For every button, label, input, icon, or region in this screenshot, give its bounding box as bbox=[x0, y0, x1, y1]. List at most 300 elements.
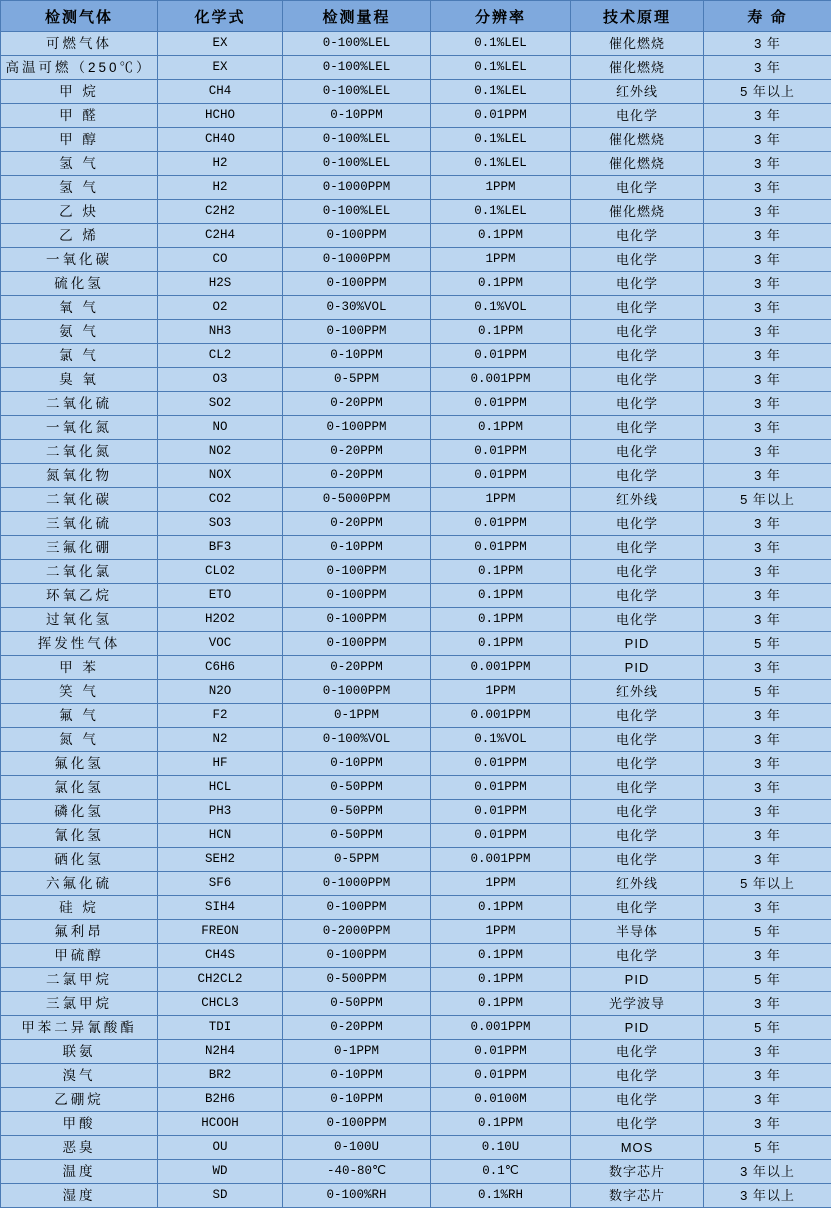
cell-gas: 三氯甲烷 bbox=[1, 992, 158, 1016]
cell-formula: HCL bbox=[158, 776, 283, 800]
cell-resolution: 0.01PPM bbox=[431, 440, 571, 464]
cell-gas: 二氧化氮 bbox=[1, 440, 158, 464]
cell-lifespan: 3 年 bbox=[704, 848, 831, 872]
cell-lifespan: 3 年 bbox=[704, 248, 831, 272]
cell-lifespan: 3 年 bbox=[704, 728, 831, 752]
cell-range: 0-100U bbox=[283, 1136, 431, 1160]
cell-range: 0-500PPM bbox=[283, 968, 431, 992]
cell-resolution: 1PPM bbox=[431, 680, 571, 704]
cell-range: 0-100%VOL bbox=[283, 728, 431, 752]
table-row bbox=[1, 800, 831, 824]
cell-formula: CH2CL2 bbox=[158, 968, 283, 992]
cell-lifespan: 5 年以上 bbox=[704, 872, 831, 896]
cell-lifespan: 3 年 bbox=[704, 440, 831, 464]
cell-gas: 乙 炔 bbox=[1, 200, 158, 224]
cell-lifespan: 3 年 bbox=[704, 56, 831, 80]
cell-gas: 二氧化硫 bbox=[1, 392, 158, 416]
cell-resolution: 1PPM bbox=[431, 920, 571, 944]
cell-resolution: 0.1%LEL bbox=[431, 152, 571, 176]
cell-lifespan: 3 年 bbox=[704, 272, 831, 296]
cell-gas: 一氧化氮 bbox=[1, 416, 158, 440]
cell-formula: ETO bbox=[158, 584, 283, 608]
cell-formula: NH3 bbox=[158, 320, 283, 344]
cell-gas: 甲硫醇 bbox=[1, 944, 158, 968]
cell-technology: 电化学 bbox=[571, 248, 704, 272]
cell-resolution: 0.1PPM bbox=[431, 1112, 571, 1136]
cell-formula: CO bbox=[158, 248, 283, 272]
cell-lifespan: 5 年 bbox=[704, 632, 831, 656]
table-row bbox=[1, 824, 831, 848]
cell-gas: 过氧化氢 bbox=[1, 608, 158, 632]
cell-technology: 电化学 bbox=[571, 752, 704, 776]
cell-resolution: 0.1PPM bbox=[431, 632, 571, 656]
cell-resolution: 0.01PPM bbox=[431, 824, 571, 848]
cell-range: 0-50PPM bbox=[283, 776, 431, 800]
cell-gas: 可燃气体 bbox=[1, 32, 158, 56]
cell-range: 0-100%LEL bbox=[283, 152, 431, 176]
cell-range: 0-5000PPM bbox=[283, 488, 431, 512]
cell-lifespan: 3 年 bbox=[704, 776, 831, 800]
cell-formula: TDI bbox=[158, 1016, 283, 1040]
cell-technology: PID bbox=[571, 1016, 704, 1040]
table-row bbox=[1, 896, 831, 920]
cell-gas: 甲 烷 bbox=[1, 80, 158, 104]
cell-lifespan: 3 年 bbox=[704, 464, 831, 488]
cell-resolution: 0.01PPM bbox=[431, 776, 571, 800]
cell-gas: 甲酸 bbox=[1, 1112, 158, 1136]
cell-lifespan: 3 年 bbox=[704, 656, 831, 680]
cell-technology: 电化学 bbox=[571, 1088, 704, 1112]
cell-range: 0-1PPM bbox=[283, 1040, 431, 1064]
cell-lifespan: 3 年 bbox=[704, 152, 831, 176]
cell-gas: 二氧化氯 bbox=[1, 560, 158, 584]
cell-formula: PH3 bbox=[158, 800, 283, 824]
cell-technology: 电化学 bbox=[571, 1040, 704, 1064]
cell-formula: WD bbox=[158, 1160, 283, 1184]
cell-lifespan: 3 年 bbox=[704, 176, 831, 200]
cell-lifespan: 3 年 bbox=[704, 104, 831, 128]
cell-resolution: 0.001PPM bbox=[431, 368, 571, 392]
cell-technology: 电化学 bbox=[571, 440, 704, 464]
cell-technology: MOS bbox=[571, 1136, 704, 1160]
cell-gas: 笑 气 bbox=[1, 680, 158, 704]
cell-lifespan: 3 年 bbox=[704, 200, 831, 224]
cell-formula: CLO2 bbox=[158, 560, 283, 584]
cell-resolution: 0.01PPM bbox=[431, 464, 571, 488]
cell-formula: O3 bbox=[158, 368, 283, 392]
cell-resolution: 0.1PPM bbox=[431, 608, 571, 632]
cell-technology: 电化学 bbox=[571, 368, 704, 392]
cell-resolution: 0.01PPM bbox=[431, 1064, 571, 1088]
cell-gas: 臭 氧 bbox=[1, 368, 158, 392]
cell-gas: 磷化氢 bbox=[1, 800, 158, 824]
cell-lifespan: 3 年 bbox=[704, 1040, 831, 1064]
cell-technology: 电化学 bbox=[571, 296, 704, 320]
cell-technology: 电化学 bbox=[571, 848, 704, 872]
cell-formula: BR2 bbox=[158, 1064, 283, 1088]
cell-resolution: 0.1PPM bbox=[431, 968, 571, 992]
cell-formula: HCHO bbox=[158, 104, 283, 128]
cell-range: 0-1000PPM bbox=[283, 176, 431, 200]
table-row bbox=[1, 416, 831, 440]
cell-technology: 电化学 bbox=[571, 416, 704, 440]
cell-formula: C6H6 bbox=[158, 656, 283, 680]
table-row bbox=[1, 1184, 831, 1208]
cell-gas: 氯化氢 bbox=[1, 776, 158, 800]
table-row bbox=[1, 848, 831, 872]
cell-technology: PID bbox=[571, 632, 704, 656]
cell-gas: 硫化氢 bbox=[1, 272, 158, 296]
cell-technology: 数字芯片 bbox=[571, 1184, 704, 1208]
cell-resolution: 0.1%LEL bbox=[431, 200, 571, 224]
cell-lifespan: 3 年 bbox=[704, 992, 831, 1016]
cell-formula: SD bbox=[158, 1184, 283, 1208]
cell-lifespan: 3 年 bbox=[704, 944, 831, 968]
cell-formula: SEH2 bbox=[158, 848, 283, 872]
table-row bbox=[1, 1064, 831, 1088]
cell-technology: PID bbox=[571, 968, 704, 992]
table-row bbox=[1, 536, 831, 560]
cell-technology: 催化燃烧 bbox=[571, 200, 704, 224]
cell-lifespan: 3 年 bbox=[704, 128, 831, 152]
cell-lifespan: 5 年 bbox=[704, 1136, 831, 1160]
table-row bbox=[1, 392, 831, 416]
cell-lifespan: 3 年 bbox=[704, 344, 831, 368]
cell-resolution: 0.1PPM bbox=[431, 416, 571, 440]
cell-gas: 硒化氢 bbox=[1, 848, 158, 872]
table-row bbox=[1, 296, 831, 320]
table-row bbox=[1, 368, 831, 392]
cell-gas: 氟 气 bbox=[1, 704, 158, 728]
cell-resolution: 0.1PPM bbox=[431, 224, 571, 248]
cell-resolution: 0.1℃ bbox=[431, 1160, 571, 1184]
cell-gas: 甲 醛 bbox=[1, 104, 158, 128]
cell-resolution: 0.1%LEL bbox=[431, 32, 571, 56]
cell-lifespan: 3 年 bbox=[704, 584, 831, 608]
cell-range: 0-10PPM bbox=[283, 344, 431, 368]
cell-lifespan: 5 年 bbox=[704, 1016, 831, 1040]
table-body bbox=[1, 32, 831, 1208]
table-row bbox=[1, 920, 831, 944]
cell-range: 0-100PPM bbox=[283, 416, 431, 440]
cell-gas: 氟化氢 bbox=[1, 752, 158, 776]
header-row bbox=[1, 1, 831, 32]
table-row bbox=[1, 560, 831, 584]
cell-lifespan: 5 年以上 bbox=[704, 488, 831, 512]
cell-range: -40-80℃ bbox=[283, 1160, 431, 1184]
cell-technology: 电化学 bbox=[571, 800, 704, 824]
cell-technology: 催化燃烧 bbox=[571, 56, 704, 80]
cell-range: 0-100PPM bbox=[283, 608, 431, 632]
cell-formula: H2 bbox=[158, 176, 283, 200]
cell-formula: H2S bbox=[158, 272, 283, 296]
cell-range: 0-10PPM bbox=[283, 1064, 431, 1088]
cell-range: 0-20PPM bbox=[283, 656, 431, 680]
table-row bbox=[1, 272, 831, 296]
table-row bbox=[1, 200, 831, 224]
cell-resolution: 0.1%LEL bbox=[431, 80, 571, 104]
cell-technology: 电化学 bbox=[571, 344, 704, 368]
column-header-formula: 化学式 bbox=[158, 1, 283, 32]
cell-gas: 一氧化碳 bbox=[1, 248, 158, 272]
column-header-gas: 检测气体 bbox=[1, 1, 158, 32]
cell-gas: 甲 苯 bbox=[1, 656, 158, 680]
cell-formula: CH4 bbox=[158, 80, 283, 104]
table-row bbox=[1, 56, 831, 80]
cell-range: 0-100PPM bbox=[283, 944, 431, 968]
cell-formula: HCN bbox=[158, 824, 283, 848]
table-row bbox=[1, 128, 831, 152]
cell-gas: 六氟化硫 bbox=[1, 872, 158, 896]
cell-resolution: 1PPM bbox=[431, 176, 571, 200]
cell-lifespan: 3 年 bbox=[704, 296, 831, 320]
cell-technology: 半导体 bbox=[571, 920, 704, 944]
cell-technology: 催化燃烧 bbox=[571, 152, 704, 176]
cell-formula: VOC bbox=[158, 632, 283, 656]
cell-lifespan: 3 年 bbox=[704, 512, 831, 536]
cell-resolution: 1PPM bbox=[431, 488, 571, 512]
table-row bbox=[1, 152, 831, 176]
cell-lifespan: 3 年 bbox=[704, 824, 831, 848]
cell-technology: 电化学 bbox=[571, 272, 704, 296]
cell-lifespan: 3 年 bbox=[704, 608, 831, 632]
cell-resolution: 0.1PPM bbox=[431, 560, 571, 584]
cell-technology: 电化学 bbox=[571, 176, 704, 200]
cell-gas: 二氧化碳 bbox=[1, 488, 158, 512]
cell-technology: 电化学 bbox=[571, 1112, 704, 1136]
cell-formula: CHCL3 bbox=[158, 992, 283, 1016]
table-row bbox=[1, 1160, 831, 1184]
cell-formula: OU bbox=[158, 1136, 283, 1160]
cell-range: 0-1000PPM bbox=[283, 248, 431, 272]
cell-resolution: 0.1PPM bbox=[431, 944, 571, 968]
table-row bbox=[1, 584, 831, 608]
cell-formula: H2 bbox=[158, 152, 283, 176]
cell-resolution: 0.01PPM bbox=[431, 1040, 571, 1064]
cell-gas: 环氧乙烷 bbox=[1, 584, 158, 608]
cell-resolution: 0.001PPM bbox=[431, 848, 571, 872]
cell-lifespan: 3 年以上 bbox=[704, 1184, 831, 1208]
cell-range: 0-30%VOL bbox=[283, 296, 431, 320]
table-row bbox=[1, 80, 831, 104]
table-row bbox=[1, 992, 831, 1016]
cell-gas: 联氨 bbox=[1, 1040, 158, 1064]
cell-gas: 三氟化硼 bbox=[1, 536, 158, 560]
cell-range: 0-5PPM bbox=[283, 368, 431, 392]
cell-resolution: 0.01PPM bbox=[431, 536, 571, 560]
cell-range: 0-100PPM bbox=[283, 632, 431, 656]
cell-lifespan: 3 年 bbox=[704, 320, 831, 344]
cell-range: 0-20PPM bbox=[283, 464, 431, 488]
cell-technology: 电化学 bbox=[571, 320, 704, 344]
cell-gas: 氟利昂 bbox=[1, 920, 158, 944]
cell-resolution: 0.1%LEL bbox=[431, 56, 571, 80]
cell-gas: 氢 气 bbox=[1, 152, 158, 176]
cell-resolution: 0.1PPM bbox=[431, 272, 571, 296]
cell-resolution: 0.1PPM bbox=[431, 584, 571, 608]
cell-gas: 三氧化硫 bbox=[1, 512, 158, 536]
cell-technology: 数字芯片 bbox=[571, 1160, 704, 1184]
table-row bbox=[1, 440, 831, 464]
cell-resolution: 0.10U bbox=[431, 1136, 571, 1160]
table-row bbox=[1, 344, 831, 368]
table-row bbox=[1, 632, 831, 656]
table-row bbox=[1, 224, 831, 248]
table-row bbox=[1, 944, 831, 968]
cell-gas: 甲苯二异氰酸酯 bbox=[1, 1016, 158, 1040]
cell-formula: NO2 bbox=[158, 440, 283, 464]
cell-gas: 氧 气 bbox=[1, 296, 158, 320]
cell-technology: 红外线 bbox=[571, 680, 704, 704]
cell-resolution: 1PPM bbox=[431, 872, 571, 896]
cell-range: 0-100%RH bbox=[283, 1184, 431, 1208]
cell-technology: 红外线 bbox=[571, 872, 704, 896]
cell-range: 0-1PPM bbox=[283, 704, 431, 728]
cell-technology: 电化学 bbox=[571, 704, 704, 728]
table-row bbox=[1, 1136, 831, 1160]
cell-range: 0-100PPM bbox=[283, 584, 431, 608]
cell-gas: 氮 气 bbox=[1, 728, 158, 752]
table-row bbox=[1, 1016, 831, 1040]
cell-resolution: 0.1%RH bbox=[431, 1184, 571, 1208]
cell-formula: SF6 bbox=[158, 872, 283, 896]
cell-range: 0-50PPM bbox=[283, 992, 431, 1016]
table-row bbox=[1, 512, 831, 536]
cell-lifespan: 5 年 bbox=[704, 968, 831, 992]
table-row bbox=[1, 32, 831, 56]
cell-range: 0-50PPM bbox=[283, 824, 431, 848]
column-header-resolution: 分辨率 bbox=[431, 1, 571, 32]
cell-range: 0-100PPM bbox=[283, 896, 431, 920]
cell-formula: F2 bbox=[158, 704, 283, 728]
table-row bbox=[1, 752, 831, 776]
cell-resolution: 0.001PPM bbox=[431, 704, 571, 728]
cell-resolution: 0.001PPM bbox=[431, 1016, 571, 1040]
cell-lifespan: 3 年 bbox=[704, 1112, 831, 1136]
cell-formula: H2O2 bbox=[158, 608, 283, 632]
cell-technology: 光学波导 bbox=[571, 992, 704, 1016]
cell-range: 0-100%LEL bbox=[283, 80, 431, 104]
table-row bbox=[1, 656, 831, 680]
cell-gas: 乙硼烷 bbox=[1, 1088, 158, 1112]
cell-formula: HF bbox=[158, 752, 283, 776]
cell-formula: C2H2 bbox=[158, 200, 283, 224]
cell-range: 0-1000PPM bbox=[283, 872, 431, 896]
cell-formula: SIH4 bbox=[158, 896, 283, 920]
table-row bbox=[1, 488, 831, 512]
cell-formula: CH4S bbox=[158, 944, 283, 968]
cell-lifespan: 3 年 bbox=[704, 560, 831, 584]
table-row bbox=[1, 320, 831, 344]
cell-technology: 红外线 bbox=[571, 80, 704, 104]
cell-formula: C2H4 bbox=[158, 224, 283, 248]
cell-range: 0-100PPM bbox=[283, 1112, 431, 1136]
table-row bbox=[1, 872, 831, 896]
cell-technology: 电化学 bbox=[571, 560, 704, 584]
table-row bbox=[1, 728, 831, 752]
cell-lifespan: 3 年 bbox=[704, 224, 831, 248]
cell-gas: 挥发性气体 bbox=[1, 632, 158, 656]
cell-resolution: 0.01PPM bbox=[431, 752, 571, 776]
cell-technology: 电化学 bbox=[571, 224, 704, 248]
cell-resolution: 0.01PPM bbox=[431, 392, 571, 416]
cell-range: 0-20PPM bbox=[283, 1016, 431, 1040]
cell-resolution: 0.01PPM bbox=[431, 344, 571, 368]
table-header bbox=[1, 1, 831, 32]
cell-range: 0-1000PPM bbox=[283, 680, 431, 704]
cell-gas: 甲 醇 bbox=[1, 128, 158, 152]
cell-formula: CH4O bbox=[158, 128, 283, 152]
cell-range: 0-10PPM bbox=[283, 104, 431, 128]
cell-technology: 电化学 bbox=[571, 392, 704, 416]
cell-lifespan: 3 年以上 bbox=[704, 1160, 831, 1184]
table-row bbox=[1, 608, 831, 632]
cell-range: 0-100PPM bbox=[283, 224, 431, 248]
cell-range: 0-10PPM bbox=[283, 1088, 431, 1112]
cell-technology: 电化学 bbox=[571, 536, 704, 560]
cell-lifespan: 3 年 bbox=[704, 416, 831, 440]
cell-lifespan: 5 年以上 bbox=[704, 80, 831, 104]
cell-resolution: 0.1%VOL bbox=[431, 296, 571, 320]
cell-range: 0-100PPM bbox=[283, 560, 431, 584]
cell-range: 0-10PPM bbox=[283, 536, 431, 560]
cell-gas: 硅 烷 bbox=[1, 896, 158, 920]
table-row bbox=[1, 248, 831, 272]
column-header-lifespan: 寿 命 bbox=[704, 1, 831, 32]
cell-gas: 氨 气 bbox=[1, 320, 158, 344]
cell-lifespan: 3 年 bbox=[704, 536, 831, 560]
cell-range: 0-20PPM bbox=[283, 440, 431, 464]
cell-formula: CL2 bbox=[158, 344, 283, 368]
cell-formula: N2H4 bbox=[158, 1040, 283, 1064]
table-row bbox=[1, 1040, 831, 1064]
table-row bbox=[1, 968, 831, 992]
cell-resolution: 0.1%LEL bbox=[431, 128, 571, 152]
table-row bbox=[1, 464, 831, 488]
cell-formula: FREON bbox=[158, 920, 283, 944]
cell-lifespan: 3 年 bbox=[704, 800, 831, 824]
column-header-technology: 技术原理 bbox=[571, 1, 704, 32]
cell-technology: 电化学 bbox=[571, 776, 704, 800]
cell-lifespan: 5 年 bbox=[704, 680, 831, 704]
cell-range: 0-50PPM bbox=[283, 800, 431, 824]
cell-formula: EX bbox=[158, 32, 283, 56]
cell-range: 0-20PPM bbox=[283, 392, 431, 416]
cell-lifespan: 3 年 bbox=[704, 896, 831, 920]
table-row bbox=[1, 776, 831, 800]
cell-resolution: 0.01PPM bbox=[431, 104, 571, 128]
cell-resolution: 0.01PPM bbox=[431, 512, 571, 536]
cell-technology: 催化燃烧 bbox=[571, 32, 704, 56]
cell-technology: 电化学 bbox=[571, 944, 704, 968]
cell-technology: 电化学 bbox=[571, 464, 704, 488]
cell-resolution: 0.1%VOL bbox=[431, 728, 571, 752]
cell-gas: 氢 气 bbox=[1, 176, 158, 200]
cell-formula: HCOOH bbox=[158, 1112, 283, 1136]
cell-range: 0-100%LEL bbox=[283, 128, 431, 152]
cell-lifespan: 3 年 bbox=[704, 752, 831, 776]
table-row bbox=[1, 704, 831, 728]
table-row bbox=[1, 176, 831, 200]
cell-gas: 温度 bbox=[1, 1160, 158, 1184]
cell-resolution: 0.01PPM bbox=[431, 800, 571, 824]
cell-formula: NOX bbox=[158, 464, 283, 488]
cell-range: 0-100%LEL bbox=[283, 32, 431, 56]
cell-technology: 电化学 bbox=[571, 1064, 704, 1088]
cell-lifespan: 5 年 bbox=[704, 920, 831, 944]
cell-formula: SO3 bbox=[158, 512, 283, 536]
cell-lifespan: 3 年 bbox=[704, 32, 831, 56]
